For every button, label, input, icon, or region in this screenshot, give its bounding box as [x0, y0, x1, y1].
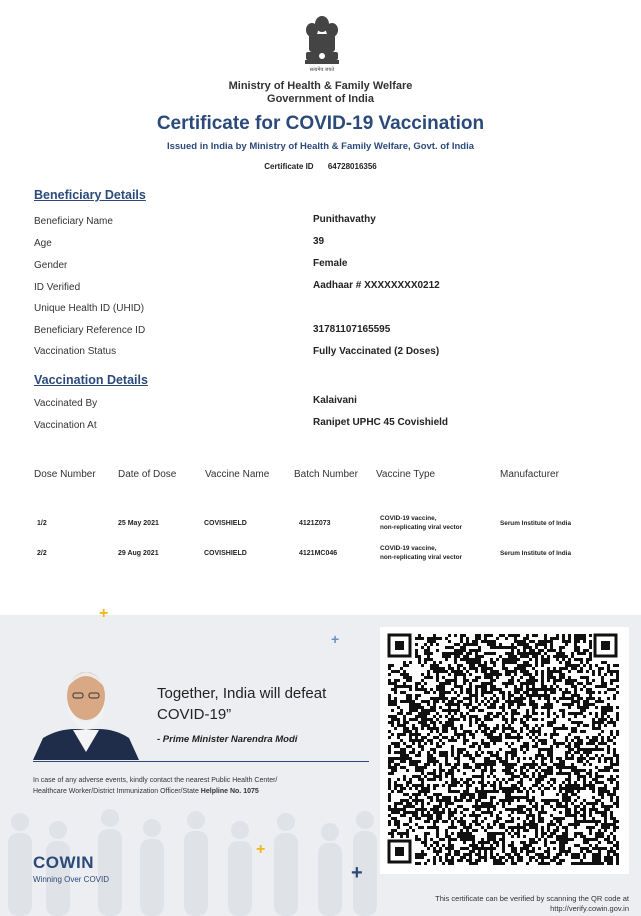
qr-code-icon: [380, 627, 629, 874]
dose-date: 25 May 2021: [118, 520, 159, 527]
age-value: 39: [313, 236, 325, 247]
manufacturer: Serum Institute of India: [500, 520, 572, 527]
adverse-line2: Healthcare Worker/District Immunization Officer/State: [33, 788, 201, 795]
th-vaccine-type: Vaccine Type: [376, 469, 436, 480]
vaccine-name: COVISHIELD: [204, 550, 247, 557]
th-batch-number: Batch Number: [294, 469, 358, 480]
vaccination-status-value: Fully Vaccinated (2 Doses): [313, 346, 440, 357]
vaccine-type-line2: non-replicating viral vector: [380, 524, 463, 531]
th-vaccine-name: Vaccine Name: [205, 469, 270, 480]
reference-id-label: Beneficiary Reference ID: [34, 325, 146, 336]
helpline-number: Helpline No. 1075: [200, 788, 259, 795]
plus-decoration-icon: +: [351, 862, 363, 884]
vaccination-heading: Vaccination Details: [34, 373, 148, 387]
qr-code[interactable]: [380, 627, 629, 874]
vaccine-type: [380, 514, 462, 532]
vaccine-type-line1: COVID-19 vaccine,: [380, 545, 437, 552]
plus-decoration-icon: +: [99, 605, 109, 622]
vaccination-at-label: Vaccination At: [34, 420, 97, 431]
certificate-id: [0, 162, 641, 171]
table-row: [0, 514, 641, 536]
vaccinated-by-value: Kalaivani: [313, 395, 357, 406]
beneficiary-heading: Beneficiary Details: [34, 188, 146, 202]
verify-note: [380, 894, 629, 914]
vaccine-type: [380, 544, 462, 562]
certificate-id-label: Certificate ID: [264, 162, 314, 171]
beneficiary-name-value: Punithavathy: [313, 214, 376, 225]
quote: [157, 683, 377, 725]
certificate-title: Certificate for COVID-19 Vaccination: [156, 113, 485, 134]
batch-number: 4121MC046: [299, 550, 338, 557]
vaccinated-by-label: Vaccinated By: [34, 398, 98, 409]
cowin-tagline: Winning Over COVID: [33, 875, 110, 884]
table-row: [0, 544, 641, 566]
beneficiary-name-label: Beneficiary Name: [34, 216, 113, 227]
ministry-name: Ministry of Health & Family Welfare: [228, 80, 413, 92]
uhid-label: Unique Health ID (UHID): [34, 303, 145, 314]
reference-id-value: 31781107165595: [313, 324, 391, 335]
vaccine-type-line1: COVID-19 vaccine,: [380, 515, 437, 522]
th-date-of-dose: Date of Dose: [118, 469, 177, 480]
emblem-motto: सत्यमेव जयते: [309, 67, 335, 73]
government-name: Government of India: [267, 93, 374, 105]
id-verified-value: Aadhaar # XXXXXXXX0212: [313, 280, 440, 291]
gender-label: Gender: [34, 260, 68, 271]
vaccination-at-value: Ranipet UPHC 45 Covishield: [313, 417, 449, 428]
vaccine-type-line2: non-replicating viral vector: [380, 554, 463, 561]
dose-date: 29 Aug 2021: [118, 550, 159, 557]
dose-number: 2/2: [37, 550, 47, 557]
quote-attribution: - Prime Minister Narendra Modi: [157, 734, 298, 745]
adverse-events-note: [33, 775, 363, 797]
id-verified-label: ID Verified: [34, 282, 81, 293]
vaccine-name: COVISHIELD: [204, 520, 247, 527]
quote-line2: COVID-19”: [157, 706, 232, 723]
th-manufacturer: Manufacturer: [500, 469, 559, 480]
th-dose-number: Dose Number: [34, 469, 96, 480]
age-label: Age: [34, 238, 52, 249]
verify-url[interactable]: http://verify.cowin.gov.in: [550, 904, 629, 913]
divider: [33, 761, 369, 762]
manufacturer: Serum Institute of India: [500, 550, 572, 557]
adverse-line1: In case of any adverse events, kindly contact the nearest Public Health Center/: [33, 777, 278, 784]
quote-line1: Together, India will defeat: [157, 685, 327, 702]
plus-decoration-icon: +: [331, 631, 340, 647]
verify-line1: This certificate can be verified by scanning the QR code at: [435, 894, 629, 903]
gender-value: Female: [313, 258, 348, 269]
prime-minister-photo: [33, 660, 139, 760]
plus-decoration-icon: +: [256, 841, 266, 858]
cowin-logo: [33, 853, 94, 873]
vaccination-status-label: Vaccination Status: [34, 346, 117, 357]
dose-number: 1/2: [37, 520, 47, 527]
batch-number: 4121Z073: [299, 520, 331, 527]
issued-by: Issued in India by Ministry of Health & Family Welfare, Govt. of India: [166, 141, 475, 152]
cowin-logo-text: COWIN: [33, 853, 95, 872]
certificate-id-value: 64728016356: [327, 162, 377, 171]
